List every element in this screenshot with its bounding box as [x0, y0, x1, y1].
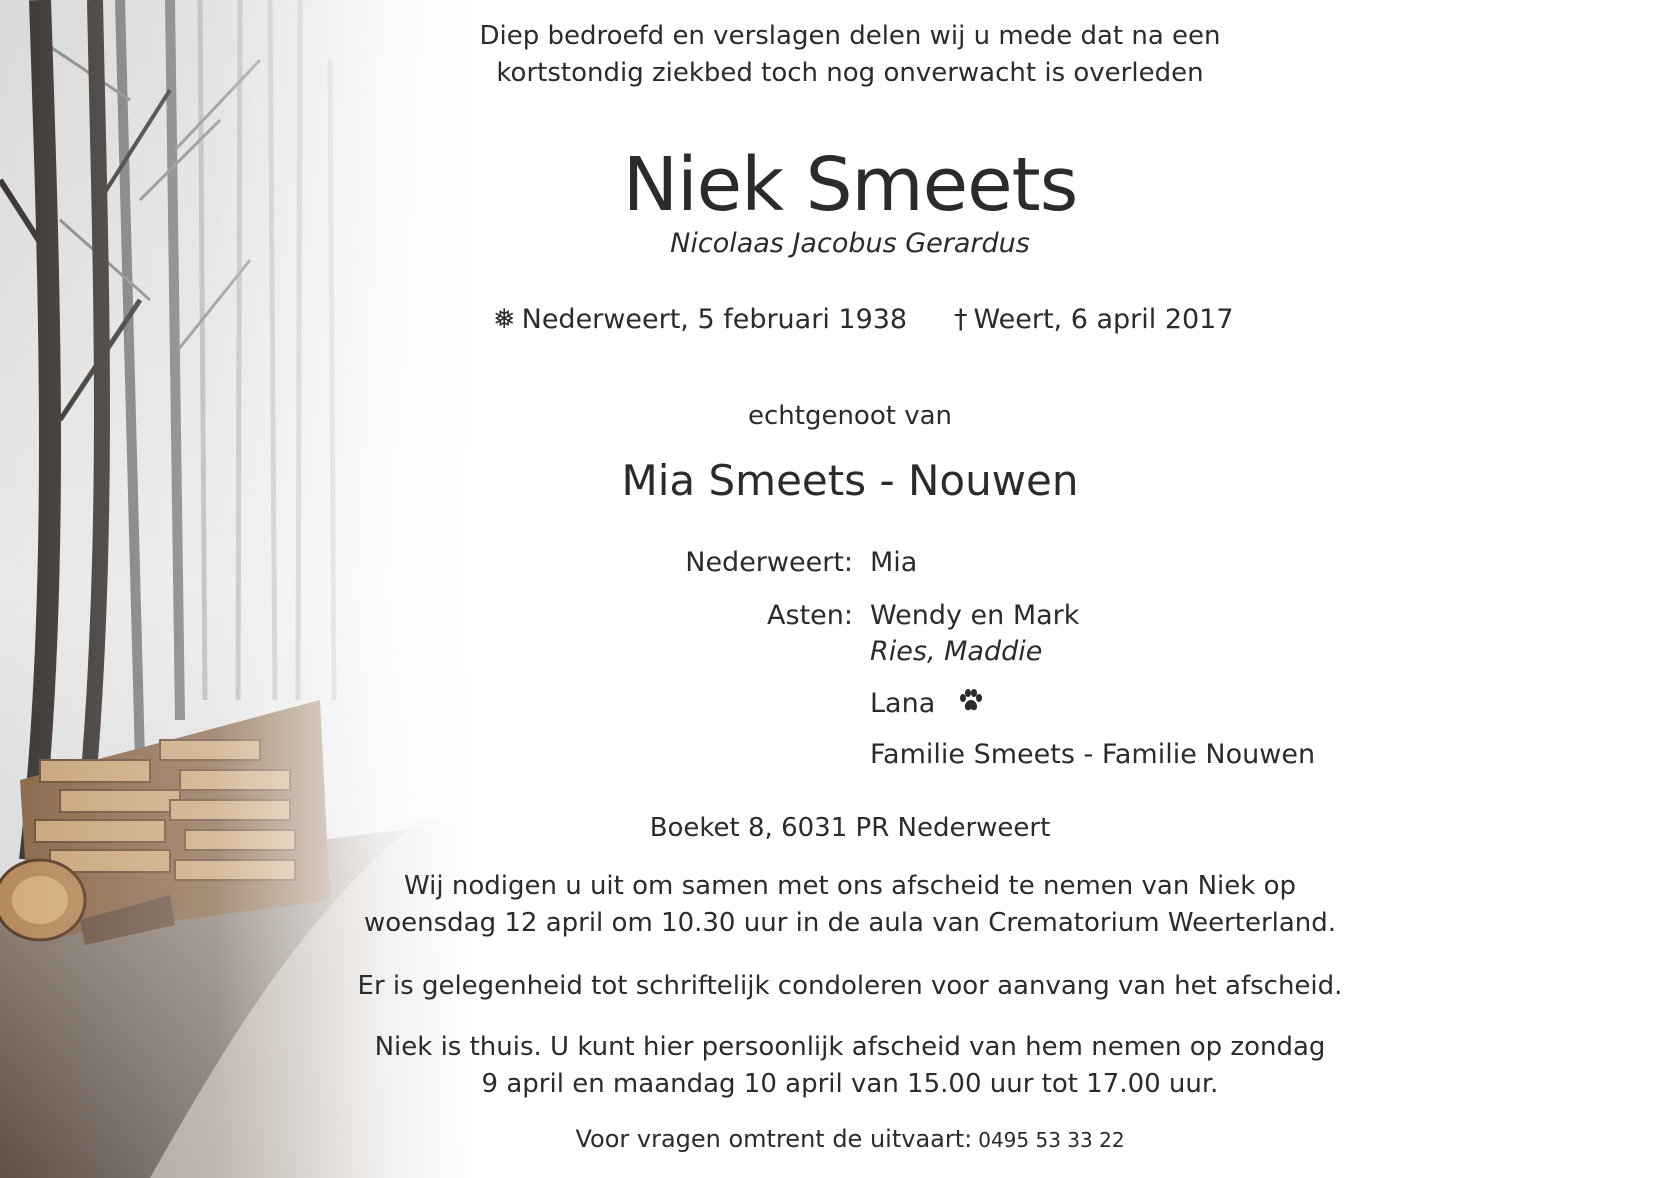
viewing-line-1: Niek is thuis. U kunt hier persoonlijk afscheid van hem nemen op zondag	[374, 1032, 1326, 1062]
spouse-name: Mia Smeets - Nouwen	[621, 456, 1079, 505]
death-info	[954, 300, 1234, 340]
invitation	[350, 868, 1350, 942]
pet-name: Lana	[870, 688, 936, 719]
death-cross-icon: †	[954, 304, 968, 335]
viewing-line-2: 9 april en maandag 10 april van 15.00 uur tot 17.00 uur.	[481, 1069, 1219, 1099]
family-value-nederweert: Mia	[870, 547, 918, 578]
family-label-nederweert: Nederweert:	[685, 547, 853, 578]
family-value-asten: Wendy en Mark	[870, 600, 1080, 631]
birth-star-icon: ❅	[493, 304, 516, 335]
deceased-name: Niek Smeets	[622, 142, 1078, 228]
contact-label: Voor vragen omtrent de uitvaart:	[575, 1125, 973, 1153]
viewing-info	[350, 1029, 1350, 1103]
birth-info	[493, 300, 907, 340]
obituary-notice	[350, 0, 1350, 1178]
spouse-intro: echtgenoot van	[747, 401, 952, 431]
given-names: Nicolaas Jacobus Gerardus	[670, 228, 1030, 259]
birth-text: Nederweert, 5 februari 1938	[521, 304, 908, 335]
paw-icon	[958, 687, 984, 723]
condolence-info: Er is gelegenheid tot schriftelijk condoleren voor aanvang van het afscheid.	[357, 971, 1343, 1001]
life-dates	[350, 300, 1350, 340]
intro-line-1: Diep bedroefd en verslagen delen wij u mede dat na een	[479, 21, 1221, 51]
intro-text	[350, 18, 1350, 92]
intro-line-2: kortstondig ziekbed toch nog onverwacht is overleden	[496, 58, 1204, 88]
invitation-line-1: Wij nodigen u uit om samen met ons afscheid te nemen van Niek op	[404, 871, 1296, 901]
contact-phone: 0495 53 33 22	[978, 1128, 1125, 1152]
death-text: Weert, 6 april 2017	[973, 304, 1234, 335]
family-label-asten: Asten:	[767, 600, 853, 631]
invitation-line-2: woensdag 12 april om 10.30 uur in de aula van Crematorium Weerterland.	[363, 908, 1337, 938]
family-pet	[870, 686, 984, 723]
family-extended: Familie Smeets - Familie Nouwen	[870, 739, 1316, 770]
contact-info	[350, 1122, 1350, 1157]
address: Boeket 8, 6031 PR Nederweert	[649, 813, 1051, 843]
family-asten-children: Ries, Maddie	[870, 636, 1043, 667]
